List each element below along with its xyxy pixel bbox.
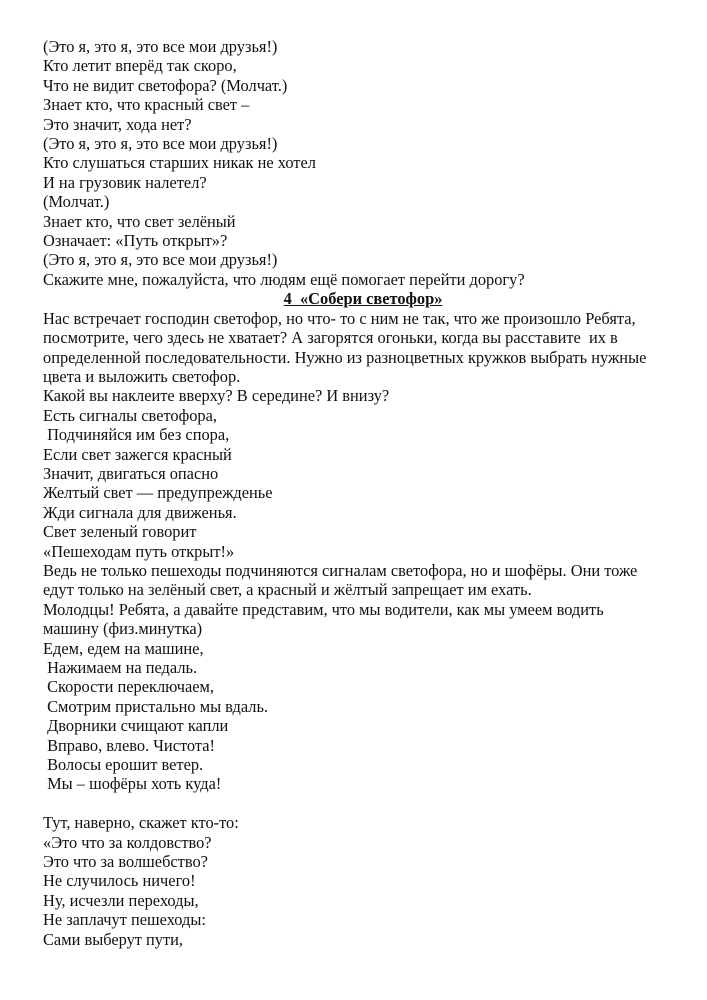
text-line: Скажите мне, пожалуйста, что людям ещё помогает перейти дорогу? [43,269,525,289]
poem-block-3 [43,813,683,949]
text-line: Нас встречает господин светофор, но что- то с ним не так, что же произошло Ребята, [43,308,636,328]
text-line: Знает кто, что свет зелёный [43,211,236,231]
text-line: Значит, двигаться опасно [43,463,219,483]
text-line: Свет зеленый говорит [43,522,197,542]
text-line: Есть сигналы светофора, [43,405,217,425]
text-line: едут только на зелёный свет, а красный и жёлтый запрещает им ехать. [43,580,532,600]
section-heading-text: 4 «Собери светофор» [283,289,443,309]
text-line: Не случилось ничего! [43,871,196,891]
text-line: Дворники счищают капли [43,716,229,736]
text-line: «Пешеходам путь открыт!» [43,541,235,561]
text-line: Мы – шофёры хоть куда! [43,774,222,794]
text-line: Кто летит вперёд так скоро, [43,56,237,76]
text-line: (Это я, это я, это все мои друзья!) [43,37,278,56]
text-line: Молодцы! Ребята, а давайте представим, что мы водители, как мы умеем водить [43,599,604,619]
text-line: Едем, едем на машине, [43,638,204,658]
text-line: Скорости переключаем, [43,677,215,697]
text-line: Какой вы наклеите вверху? В середине? И внизу? [43,386,390,406]
text-line: посмотрите, чего здесь не хватает? А загорятся огоньки, когда вы расставите их в [43,328,618,348]
text-line: Подчиняйся им без спора, [43,425,230,445]
text-line: Что не видит светофора? (Молчат.) [43,75,288,95]
text-line: Это что за волшебство? [43,852,208,872]
text-line: (Молчат.) [43,192,110,212]
document-page [43,37,683,949]
text-line: Тут, наверно, скажет кто-то: [43,813,239,833]
text-line: Волосы ерошит ветер. [43,755,204,775]
text-line: Ну, исчезли переходы, [43,890,199,910]
text-line: машину (физ.минутка) [43,619,203,639]
poem-block-1 [43,37,683,289]
text-line: Смотрим пристально мы вдаль. [43,696,269,716]
text-line: Вправо, влево. Чистота! [43,735,216,755]
section-heading [43,289,683,308]
text-line: определенной последовательности. Нужно из разноцветных кружков выбрать нужные [43,347,647,367]
text-line: Желтый свет — предупрежденье [43,483,273,503]
text-line: Знает кто, что красный свет – [43,95,250,115]
text-line: Жди сигнала для движенья. [43,502,237,522]
blank-line [43,794,683,813]
text-line: Ведь не только пешеходы подчиняются сигналам светофора, но и шофёры. Они тоже [43,560,638,580]
text-line: Сами выберут пути, [43,929,184,949]
text-line: Это значит, хода нет? [43,114,192,134]
text-line: Кто слушаться старших никак не хотел [43,153,316,173]
text-line: Нажимаем на педаль. [43,658,198,677]
text-line: И на грузовик налетел? [43,172,207,192]
text-line: (Это я, это я, это все мои друзья!) [43,250,278,270]
text-line: Если свет зажегся красный [43,444,232,464]
text-line: Означает: «Путь открыт»? [43,231,228,251]
text-block-2 [43,309,683,794]
text-line: Не заплачут пешеходы: [43,910,206,930]
text-line: (Это я, это я, это все мои друзья!) [43,134,278,154]
text-line: цвета и выложить светофор. [43,366,241,386]
text-line: «Это что за колдовство? [43,832,212,852]
